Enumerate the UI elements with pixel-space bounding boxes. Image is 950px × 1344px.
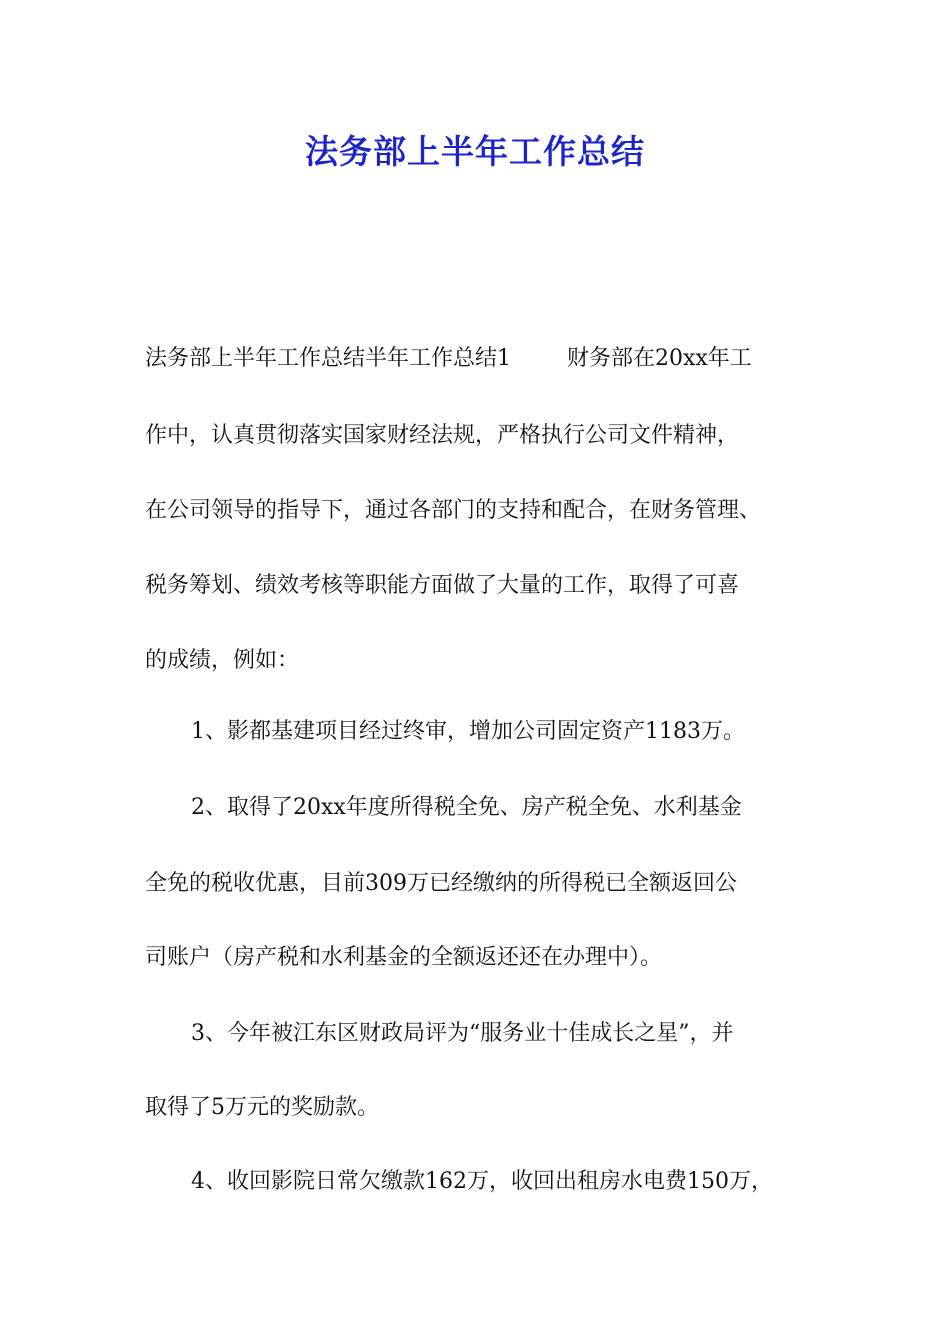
list-item: 2、取得了20xx年度所得税全免、房产税全免、水利基金 xyxy=(191,795,742,820)
line-segment: 财务部在20xx年工 xyxy=(567,346,752,371)
paragraph-line: 在公司领导的指导下，通过各部门的支持和配合，在财务管理、 xyxy=(145,498,762,523)
paragraph-line: 作中，认真贯彻落实国家财经法规，严格执行公司文件精神， xyxy=(145,423,740,448)
line-segment: 法务部上半年工作总结半年工作总结1 xyxy=(145,346,511,371)
list-item: 3、今年被江东区财政局评为“服务业十佳成长之星”，并 xyxy=(191,1021,734,1046)
document-title: 法务部上半年工作总结 xyxy=(305,132,645,171)
paragraph-line: 全免的税收优惠，目前309万已经缴纳的所得税已全额返回公 xyxy=(145,871,737,896)
paragraph-line: 司账户（房产税和水利基金的全额返还还在办理中）。 xyxy=(145,945,663,970)
paragraph-line: 的成绩，例如： xyxy=(145,648,300,673)
paragraph-line: 取得了5万元的奖励款。 xyxy=(145,1095,379,1120)
paragraph-line xyxy=(145,344,752,374)
list-item: 1、影都基建项目经过终审，增加公司固定资产1183万。 xyxy=(191,719,745,744)
list-item: 4、收回影院日常欠缴款162万，收回出租房水电费150万， xyxy=(191,1169,773,1194)
paragraph-line: 税务筹划、绩效考核等职能方面做了大量的工作，取得了可喜 xyxy=(145,573,740,598)
